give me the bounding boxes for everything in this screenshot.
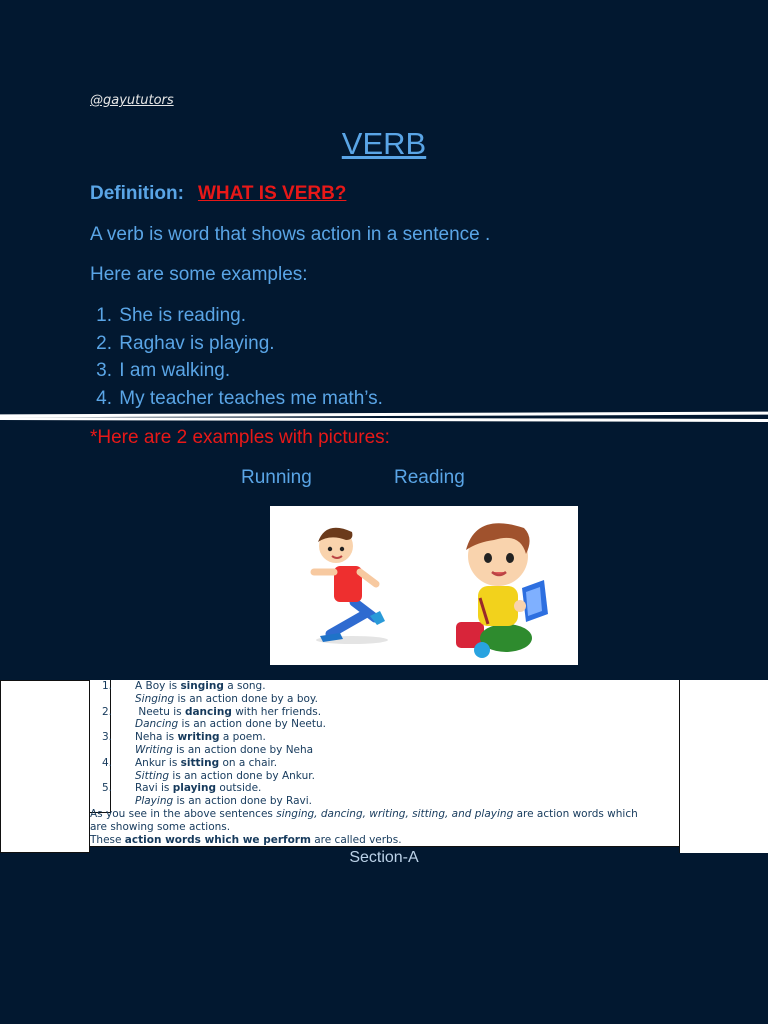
- list-item: 5. Ravi is playing outside.: [101, 782, 262, 795]
- list-item: 4. My teacher teaches me math’s.: [96, 387, 383, 409]
- definition-label: Definition:: [90, 183, 184, 204]
- reading-boy-illustration: [456, 523, 548, 658]
- page-title: VERB: [341, 126, 427, 161]
- conclusion-text: These action words which we perform are called verbs.: [90, 833, 402, 846]
- author-handle: @gayututors: [90, 93, 174, 108]
- list-item: 4. Ankur is sitting on a chair.: [101, 756, 278, 769]
- summary-text: As you see in the above sentences singing, dancing, writing, sitting, and playing are action words which: [90, 808, 638, 820]
- panel-margin-right: [679, 680, 768, 853]
- divider-line: [0, 417, 768, 422]
- text-excerpt-panel: [0, 680, 768, 854]
- list-item: 3. I am walking.: [96, 360, 231, 381]
- list-item-note: Sitting is an action done by Ankur.: [135, 769, 315, 782]
- list-item-note: Dancing is an action done by Neetu.: [135, 718, 326, 731]
- list-item: 2. Neetu is dancing with her friends.: [101, 705, 322, 718]
- caption-reading: Reading: [394, 467, 465, 488]
- illustration-box: [270, 506, 578, 665]
- list-item-note: Writing is an action done by Neha: [135, 744, 314, 756]
- list-item-note: Playing is an action done by Ravi.: [135, 795, 313, 808]
- summary-text-cont: are showing some actions.: [90, 820, 231, 833]
- list-item: 3. Neha is writing a poem.: [101, 731, 266, 744]
- pictures-note: *Here are 2 examples with pictures:: [90, 427, 390, 448]
- definition-line: [90, 183, 346, 205]
- list-item: 1. She is reading.: [96, 305, 247, 326]
- list-item: 1. A Boy is singing a song.: [101, 680, 266, 692]
- running-boy-illustration: [314, 528, 388, 644]
- panel-margin-left: [0, 680, 90, 853]
- boys-illustration: [270, 506, 578, 665]
- panel-content: [90, 680, 679, 847]
- caption-running: Running: [241, 467, 312, 488]
- list-item: 2. Raghav is playing.: [96, 332, 275, 354]
- intro-text: A verb is word that shows action in a sentence .: [90, 224, 491, 245]
- definition-question: WHAT IS VERB?: [197, 183, 347, 204]
- list-item-note: Singing is an action done by a boy.: [135, 692, 318, 705]
- examples-heading: Here are some examples:: [90, 264, 308, 285]
- section-label: Section-A: [349, 849, 419, 866]
- examples-list: [90, 304, 383, 414]
